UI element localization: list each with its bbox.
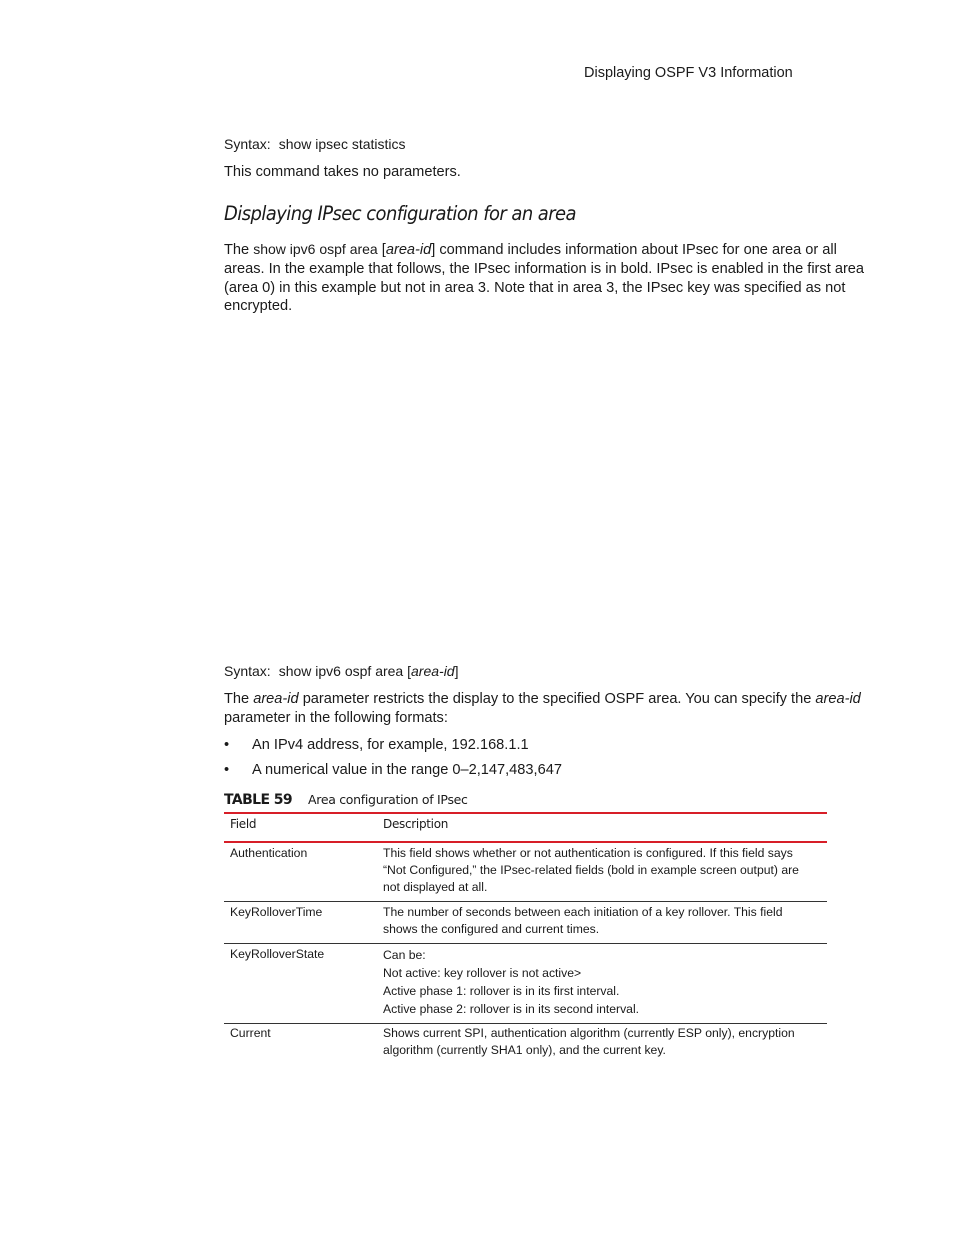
- table-caption: [224, 791, 468, 809]
- description-line: Not active: key rollover is not active>: [383, 966, 582, 980]
- description-line: The number of seconds between each initiation of a key rollover. This field: [383, 905, 783, 919]
- description-line: This field shows whether or not authentication is configured. If this field says: [383, 846, 793, 860]
- description-line: Active phase 2: rollover is in its second interval.: [383, 1002, 640, 1016]
- intro-command: show ipv6 ospf area: [253, 241, 378, 257]
- table-cell-description: [383, 946, 823, 1018]
- param-desc-param2: area-id: [815, 691, 861, 707]
- table-header-field: Field: [230, 817, 257, 831]
- table-title: Area configuration of IPsec: [308, 792, 468, 807]
- bullet-item: [224, 737, 529, 753]
- bullet-dot-icon: •: [224, 737, 230, 753]
- table-cell-field: Current: [230, 1026, 271, 1040]
- table-row-rule: [224, 901, 827, 902]
- intro-rest: ] command includes information about IPsec for one area or all areas. In the example that follows, the IPsec information is in bold. IPsec is enabled in the first area (area 0) in this example but not in area 3. Note that in area 3, the IPsec key was specified as not encrypted.: [224, 242, 865, 315]
- param-desc-mid: parameter restricts the display to the specified OSPF area. You can specify the: [298, 691, 816, 707]
- syntax-command: show ipv6 ospf area: [278, 663, 404, 679]
- bullet-dot-icon: •: [224, 762, 230, 778]
- table-row-rule: [224, 1023, 827, 1024]
- table-top-rule: [224, 812, 827, 814]
- no-params-note: This command takes no parameters.: [224, 164, 461, 180]
- intro-paragraph: [224, 240, 869, 316]
- bullet-text: An IPv4 address, for example, 192.168.1.1: [252, 737, 529, 753]
- table-cell-description: [383, 904, 823, 938]
- table-cell-description: [383, 845, 823, 896]
- table-cell-field: KeyRolloverState: [230, 947, 325, 961]
- syntax-command: show ipsec statistics: [278, 136, 406, 152]
- syntax-param: area-id: [411, 663, 455, 679]
- running-header: Displaying OSPF V3 Information: [584, 65, 793, 81]
- table-header-rule: [224, 841, 827, 843]
- table-row-rule: [224, 943, 827, 944]
- intro-pre: The: [224, 242, 254, 258]
- bullet-item: [224, 762, 562, 778]
- section-heading: Displaying IPsec configuration for an area: [224, 202, 577, 225]
- description-line: Shows current SPI, authentication algorithm (currently ESP only), encryption: [383, 1026, 795, 1040]
- param-desc-pre: The: [224, 691, 254, 707]
- description-line: Can be:: [383, 948, 426, 962]
- intro-param: area-id: [385, 242, 432, 258]
- description-line: not displayed at all.: [383, 880, 488, 894]
- param-desc-param1: area-id: [253, 691, 299, 707]
- description-line: shows the configured and current times.: [383, 922, 600, 936]
- table-header-description: Description: [383, 817, 449, 831]
- table-cell-field: Authentication: [230, 846, 308, 860]
- syntax-bracket-close: ]: [454, 663, 459, 679]
- description-line: Active phase 1: rollover is in its first interval.: [383, 984, 620, 998]
- table-cell-description: [383, 1025, 823, 1059]
- description-line: “Not Configured,” the IPsec-related fields (bold in example screen output) are: [383, 863, 799, 877]
- syntax-line-statistics: [224, 136, 406, 152]
- syntax-line-area: [224, 663, 459, 679]
- intro-bracket-open: [: [377, 242, 386, 258]
- syntax-bracket-open: [: [403, 663, 412, 679]
- table-number: TABLE 59: [224, 792, 293, 808]
- description-line: algorithm (currently SHA1 only), and the current key.: [383, 1043, 666, 1057]
- bullet-text: A numerical value in the range 0–2,147,483,647: [252, 762, 562, 778]
- param-desc-post: parameter in the following formats:: [224, 709, 448, 726]
- table-cell-field: KeyRolloverTime: [230, 905, 323, 919]
- param-description: [224, 690, 869, 728]
- syntax-label: Syntax:: [224, 136, 271, 152]
- syntax-label: Syntax:: [224, 663, 271, 679]
